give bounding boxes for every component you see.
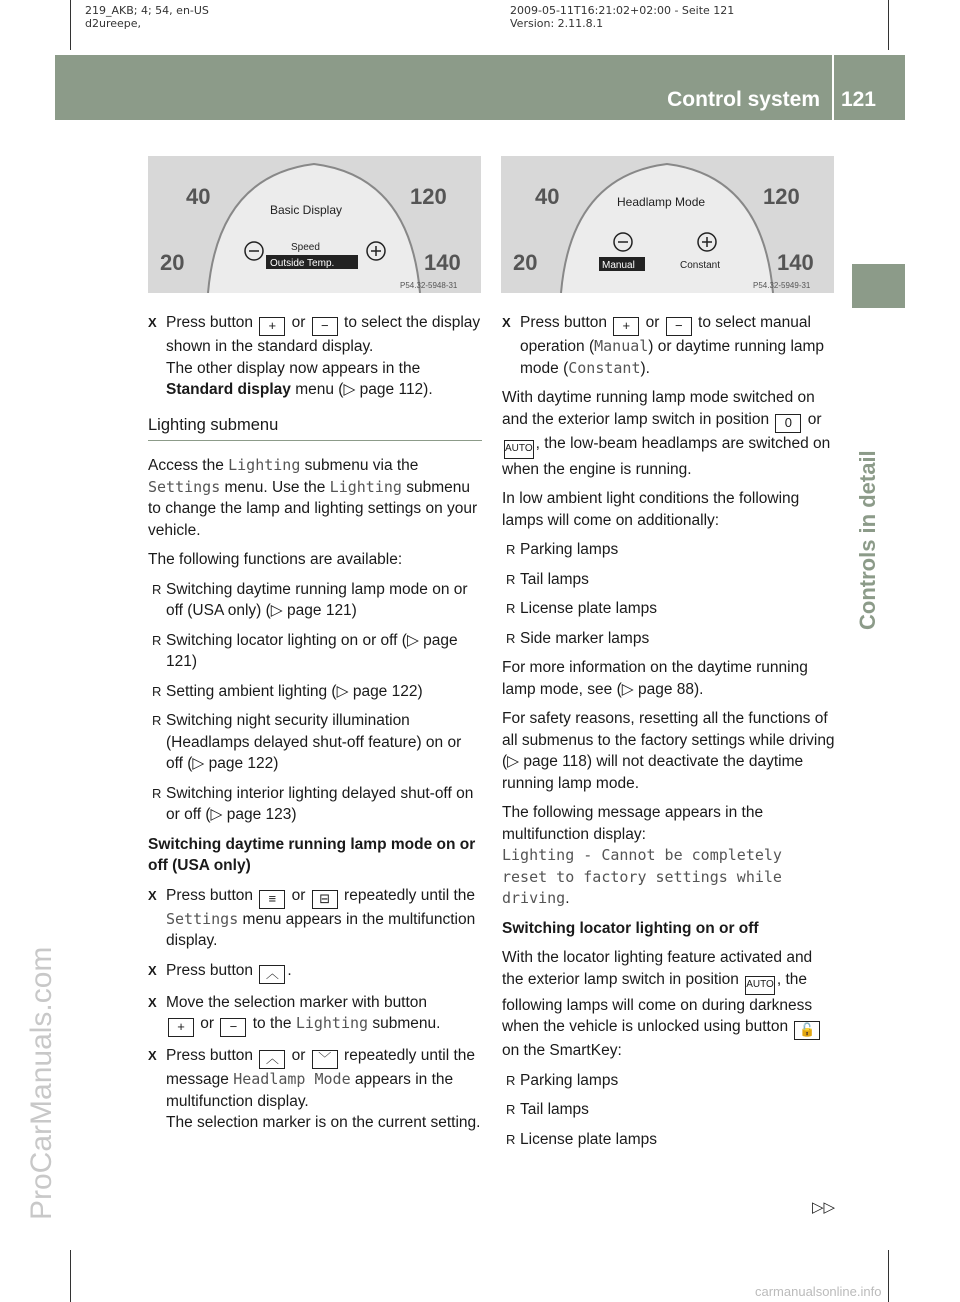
instruction-step: X Press button + or − to select manual operation (Manual) or daytime running lamp mode (Constant). xyxy=(502,312,836,379)
plus-key-icon: + xyxy=(259,317,285,336)
instruction-step: X Press button + or − to select the display shown in the standard display. The other display now appears in the Standard display menu (▷ page 112). xyxy=(148,312,482,401)
list-item: R License plate lamps xyxy=(502,598,836,620)
svg-text:20: 20 xyxy=(513,250,538,275)
switch-auto-icon: AUTO xyxy=(504,440,534,459)
header-separator xyxy=(832,55,834,120)
side-title: Controls in detail xyxy=(855,450,880,630)
list-item: R Switching interior lighting delayed shut-off on or off (▷ page 123) xyxy=(148,783,482,826)
paragraph: In low ambient light conditions the following lamps will come on additionally: xyxy=(502,490,800,529)
print-meta-right: 2009-05-11T16:21:02+02:00 - Seite 121 Version: 2.11.8.1 xyxy=(510,4,735,30)
right-column xyxy=(502,312,836,1158)
print-meta-left: 219_AKB; 4; 54, en-US d2ureepe, xyxy=(85,4,209,30)
sub-heading: Switching daytime running lamp mode on or off (USA only) xyxy=(148,835,476,874)
instruction-step: X Press button ≡ or ⊟ repeatedly until the Settings menu appears in the multifunction display. xyxy=(148,885,482,952)
side-tab xyxy=(852,264,905,308)
list-item: R Setting ambient lighting (▷ page 122) xyxy=(148,681,482,703)
crop-mark xyxy=(70,1250,71,1302)
paragraph: Access the Lighting submenu via the Settings menu. Use the Lighting submenu to change the lamp and lighting settings on your vehicle. xyxy=(148,456,478,539)
arrow-down-key-icon: ﹀ xyxy=(312,1050,338,1069)
list-item: R Parking lamps xyxy=(502,1070,836,1092)
paragraph: The following functions are available: xyxy=(148,551,403,568)
switch-zero-icon: 0 xyxy=(775,414,801,433)
paragraph: For safety reasons, resetting all the functions of all submenus to the factory settings while driving (▷ page 118) will not deactivate the daytime running lamp mode. xyxy=(502,710,835,792)
screen-title: Basic Display xyxy=(270,203,343,217)
list-item: R Switching locator lighting on or off (▷ page 121) xyxy=(148,630,482,673)
display-message: driving xyxy=(502,889,566,907)
paragraph: With daytime running lamp mode switched on and the exterior lamp switch in position 0 or AUTO , the low-beam headlamps are switched on when the engine is running. xyxy=(502,389,831,478)
svg-text:P54.32-5948-31: P54.32-5948-31 xyxy=(400,281,458,290)
cluster-photo-basic-display xyxy=(148,156,481,293)
gauge-label: 140 xyxy=(424,250,461,275)
instruction-step: X Move the selection marker with button + or − to the Lighting submenu. xyxy=(148,992,482,1038)
gauge-label: 40 xyxy=(186,184,211,209)
watermark-bottom: carmanualsonline.info xyxy=(755,1284,882,1299)
paragraph: The following message appears in the multifunction display: Lighting - Cannot be completely reset to factory settings while driving. xyxy=(502,804,782,907)
cluster-photo-headlamp-mode xyxy=(501,156,834,293)
section-title: Control system xyxy=(667,88,820,111)
section-heading: Lighting submenu xyxy=(148,415,482,442)
sub-heading: Switching locator lighting on or off xyxy=(502,919,759,937)
crop-mark xyxy=(888,1250,889,1302)
crop-mark xyxy=(70,0,71,50)
paragraph: For more information on the daytime running lamp mode, see (▷ page 88). xyxy=(502,659,808,698)
list-item: R Tail lamps xyxy=(502,569,836,591)
svg-text:Outside Temp.: Outside Temp. xyxy=(270,258,335,269)
continue-marker: ▷▷ xyxy=(812,1199,836,1216)
display-message: reset to factory settings while xyxy=(502,867,782,886)
svg-text:Speed: Speed xyxy=(291,242,320,253)
crop-mark xyxy=(888,0,889,50)
left-column xyxy=(148,312,482,1142)
screen-title: Headlamp Mode xyxy=(617,195,706,209)
svg-text:Constant: Constant xyxy=(680,260,721,271)
paragraph: With the locator lighting feature activated and the exterior lamp switch in position AUTO , the following lamps will come on during darkness when the vehicle is unlocked using button 🔓 on the SmartKey: xyxy=(502,947,836,1062)
watermark-left: ProCarManuals.com xyxy=(25,946,58,1220)
page-up-key-icon: ≡ xyxy=(259,890,285,909)
minus-key-icon: − xyxy=(666,317,692,336)
page-down-key-icon: ⊟ xyxy=(312,890,338,909)
plus-key-icon: + xyxy=(168,1018,194,1037)
minus-key-icon: − xyxy=(220,1018,246,1037)
page-number: 121 xyxy=(840,88,876,111)
arrow-up-key-icon: ︿ xyxy=(259,965,285,984)
list-item: R Parking lamps xyxy=(502,539,836,561)
unlock-key-icon: 🔓 xyxy=(794,1021,820,1040)
arrow-up-key-icon: ︿ xyxy=(259,1050,285,1069)
plus-key-icon: + xyxy=(613,317,639,336)
list-item: R Switching night security illumination (Headlamps delayed shut-off feature) on or off (▷ page 122) xyxy=(148,710,482,775)
list-item: R Tail lamps xyxy=(502,1099,836,1121)
display-message: Lighting - Cannot be completely xyxy=(502,846,782,864)
svg-text:Manual: Manual xyxy=(602,260,635,271)
list-item: R License plate lamps xyxy=(502,1129,836,1151)
list-item: R Side marker lamps xyxy=(502,628,836,650)
svg-text:120: 120 xyxy=(763,184,800,209)
instruction-step: X Press button ︿ or ﹀ repeatedly until the message Headlamp Mode appears in the multifunction display. The selection marker is on the current setting. xyxy=(148,1045,482,1134)
svg-text:140: 140 xyxy=(777,250,814,275)
minus-key-icon: − xyxy=(312,317,338,336)
switch-auto-icon: AUTO xyxy=(745,976,775,995)
svg-text:40: 40 xyxy=(535,184,560,209)
instruction-step: X Press button ︿ . xyxy=(148,960,482,984)
gauge-label: 20 xyxy=(160,250,185,275)
list-item: R Switching daytime running lamp mode on or off (USA only) (▷ page 121) xyxy=(148,579,482,622)
gauge-label: 120 xyxy=(410,184,447,209)
svg-text:P54.32-5949-31: P54.32-5949-31 xyxy=(753,281,811,290)
